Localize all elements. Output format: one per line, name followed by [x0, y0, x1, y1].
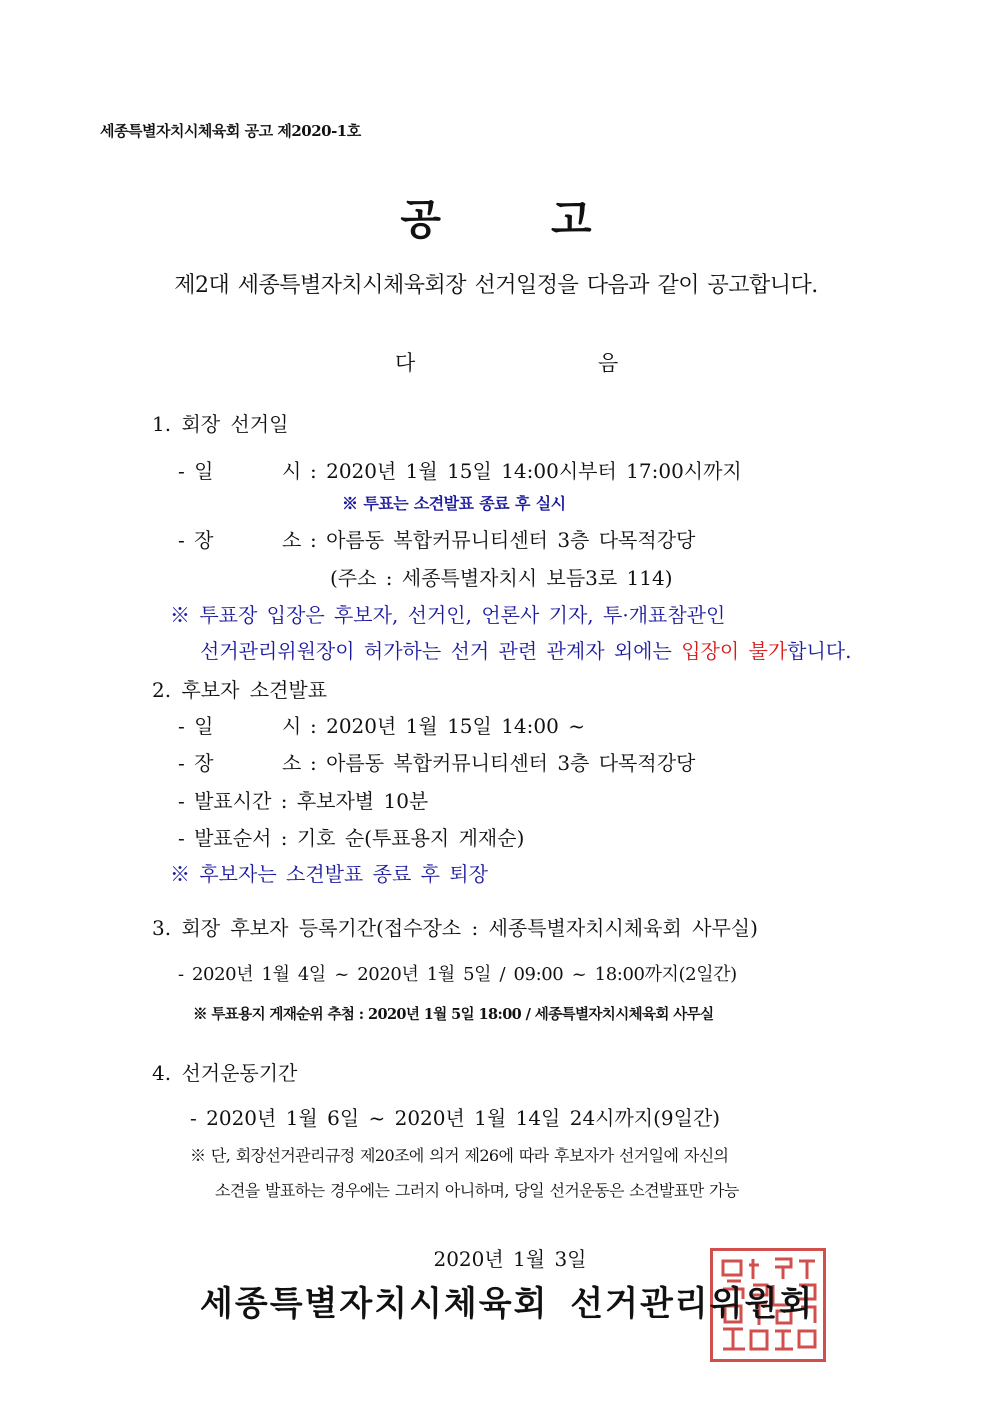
s2-note: ※ 후보자는 소견발표 종료 후 퇴장	[170, 862, 488, 886]
s1-date-label: - 일	[178, 459, 214, 483]
s1-place-label2: 소	[282, 528, 302, 552]
s4-note-line-1: ※ 단, 회장선거관리규정 제20조에 의거 제26에 따라 후보자가 선거일에 자신의	[190, 1146, 729, 1165]
s2-place-value: : 아름동 복합커뮤니티센터 3층 다목적강당	[310, 751, 696, 775]
s1-notice-line-2	[200, 635, 851, 664]
section-2-title: 2. 후보자 소견발표	[152, 678, 328, 702]
s1-date-value: : 2020년 1월 15일 14:00시부터 17:00시까지	[310, 459, 742, 483]
s1-notice-b: 합니다.	[787, 639, 852, 663]
s4-period: - 2020년 1월 6일 ~ 2020년 1월 14일 24시까지(9일간)	[190, 1106, 721, 1130]
s1-notice-red: 입장이 불가	[681, 639, 788, 663]
s2-time-line: - 발표시간 : 후보자별 10분	[178, 789, 429, 813]
s2-date-label2: 시	[282, 714, 302, 738]
s1-place-label: - 장	[178, 528, 214, 552]
s4-note-line-2: 소견을 발표하는 경우에는 그러지 아니하며, 당일 선거운동은 소견발표만 가능	[215, 1181, 739, 1200]
s2-date-label: - 일	[178, 714, 214, 738]
section-3-title: 3. 회장 후보자 등록기간(접수장소 : 세종특별자치시체육회 사무실)	[152, 916, 758, 940]
page-title: 공고	[400, 195, 702, 244]
document-number: 세종특별자치시체육회 공고 제2020-1호	[100, 122, 361, 140]
s1-date-note: ※ 투표는 소견발표 종료 후 실시	[342, 494, 566, 513]
s2-order-line: - 발표순서 : 기호 순(투표용지 게재순)	[178, 826, 525, 850]
s1-address: (주소 : 세종특별자치시 보듬3로 114)	[330, 566, 673, 590]
organization-name: 세종특별자치시체육회 선거관리위원회	[200, 1284, 815, 1324]
s2-date-value: : 2020년 1월 15일 14:00 ~	[310, 714, 585, 738]
s3-note: ※ 투표용지 게재순위 추첨 : 2020년 1월 5일 18:00 / 세종특별자치시체육회 사무실	[193, 1006, 714, 1023]
s1-notice-line-1: ※ 투표장 입장은 후보자, 선거인, 언론사 기자, 투·개표참관인	[170, 603, 726, 627]
s2-place-label2: 소	[282, 751, 302, 775]
s2-place-label: - 장	[178, 751, 214, 775]
s1-date-label2: 시	[282, 459, 302, 483]
s1-notice-a: 선거관리위원장이 허가하는 선거 관련 관계자 외에는	[200, 639, 672, 663]
heading-eum: 음	[598, 351, 619, 375]
issue-date: 2020년 1월 3일	[433, 1247, 587, 1271]
s3-period: - 2020년 1월 4일 ~ 2020년 1월 5일 / 09:00 ~ 18:00까지(2일간)	[178, 964, 737, 985]
heading-da: 다	[395, 351, 416, 375]
section-4-title: 4. 선거운동기간	[152, 1061, 298, 1085]
s1-place-value: : 아름동 복합커뮤니티센터 3층 다목적강당	[310, 528, 696, 552]
section-1-title: 1. 회장 선거일	[152, 412, 289, 436]
intro-text: 제2대 세종특별자치시체육회장 선거일정을 다음과 같이 공고합니다.	[174, 273, 818, 298]
